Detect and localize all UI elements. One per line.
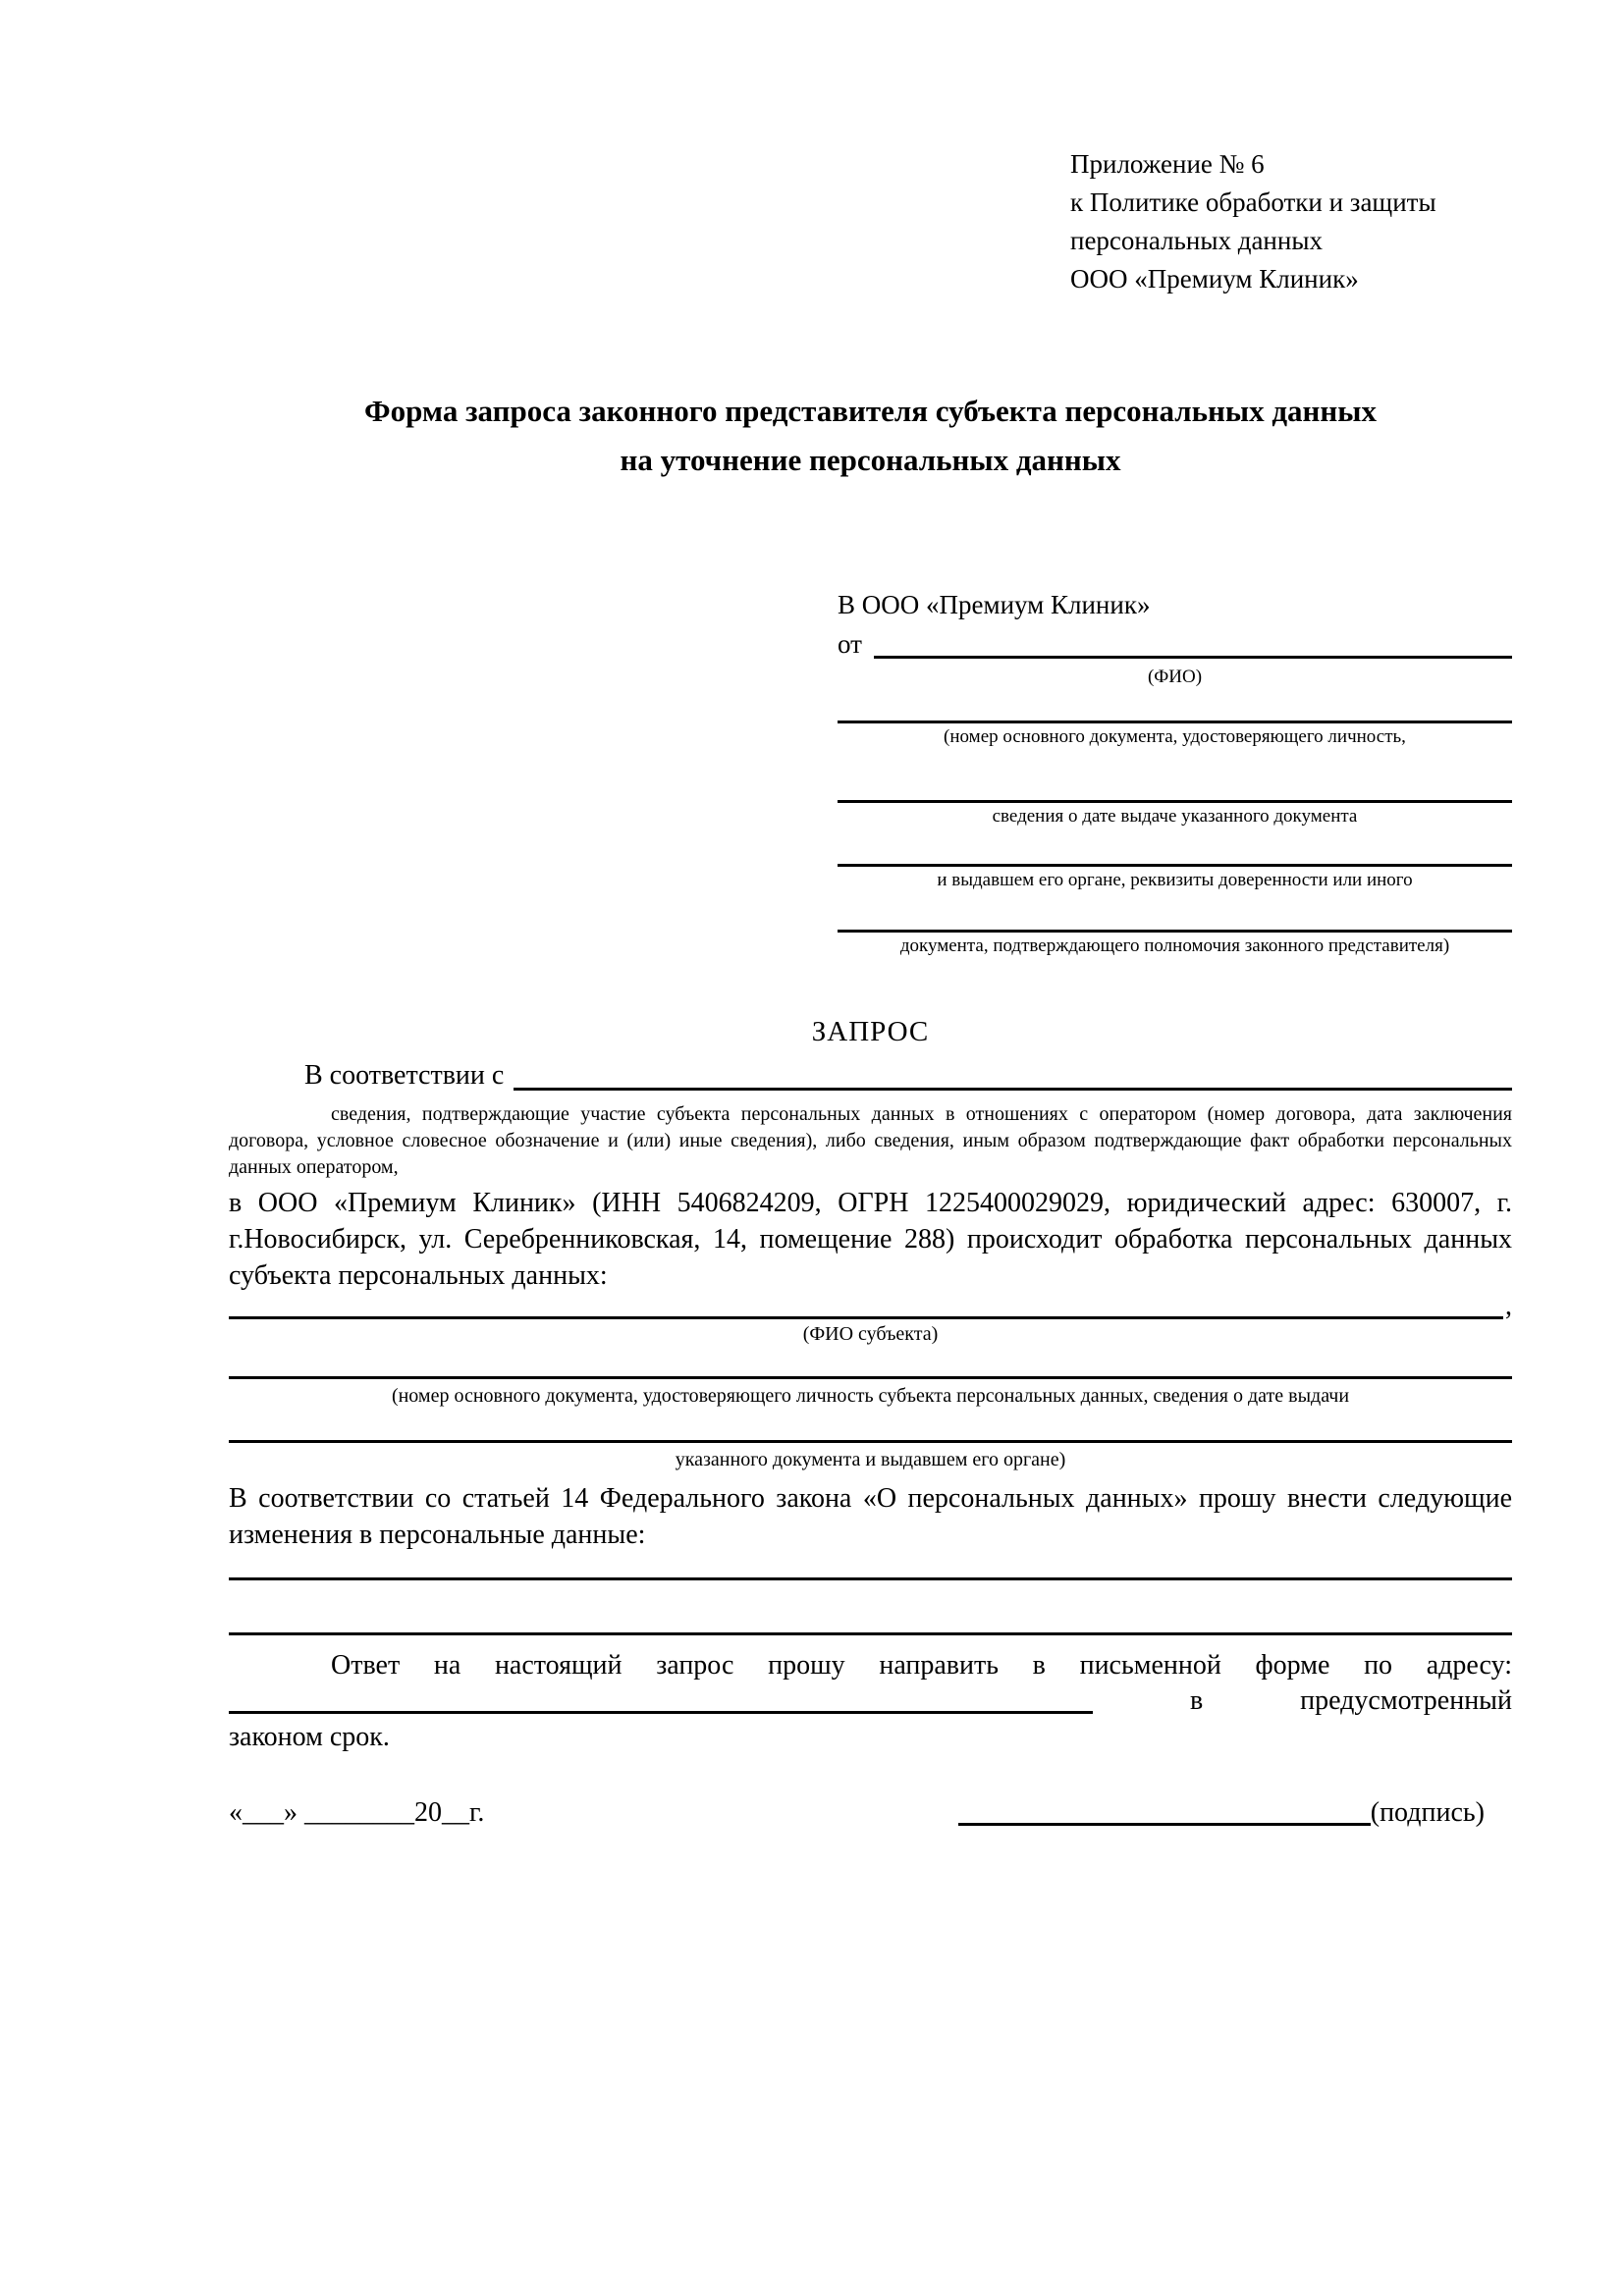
representative-doc-caption-4: документа, подтверждающего полномочия законного представителя) — [899, 935, 1450, 956]
representative-doc-caption-2: сведения о дате выдаче указанного документа — [992, 806, 1358, 827]
representative-doc-blank-line-4 — [838, 930, 1512, 933]
document-title-line-1: Форма запроса законного представителя субъекта персональных данных — [364, 394, 1377, 428]
subject-fio-blank-line — [229, 1316, 1503, 1319]
answer-address-row — [229, 1683, 1512, 1719]
changes-blank-line-2 — [229, 1632, 1512, 1635]
representative-doc-blank-line-1 — [838, 721, 1512, 723]
document-title-line-2: на уточнение персональных данных — [620, 443, 1121, 477]
subject-doc-blank-line-2 — [229, 1440, 1512, 1443]
answer-word-2: предусмотренный — [1300, 1685, 1512, 1716]
representative-doc-blank-line-2 — [838, 800, 1512, 803]
accordance-row — [229, 1056, 1512, 1095]
signature-blank-line — [958, 1823, 1371, 1826]
changes-blank-line-1 — [229, 1577, 1512, 1580]
representative-doc-caption-3: и выдавшем его органе, реквизиты доверенности или иного — [937, 870, 1413, 890]
subject-doc-caption-2: указанного документа и выдавшем его органе) — [675, 1449, 1066, 1470]
answer-paragraph-line-1: Ответ на настоящий запрос прошу направить в письменной форме по адресу: — [331, 1650, 1512, 1681]
representative-fio-blank-line — [874, 656, 1512, 659]
appendix-line-3: персональных данных — [1070, 226, 1323, 255]
subject-doc-caption-1: (номер основного документа, удостоверяющего личность субъекта персональных данных, сведения о дате выдачи — [391, 1385, 1350, 1407]
subject-fio-comma: , — [1505, 1291, 1512, 1321]
signature-group — [958, 1794, 1485, 1832]
appendix-line-1: Приложение № 6 — [1070, 149, 1265, 179]
document-title — [229, 387, 1512, 485]
appendix-block — [1070, 0, 1512, 298]
addressee-to: В ООО «Премиум Клиник» — [838, 590, 1151, 619]
subject-fio-row — [229, 1291, 1512, 1321]
date-line: «___» ________20__г. — [229, 1797, 485, 1828]
accordance-label: В соответствии с — [304, 1060, 505, 1091]
fio-caption: (ФИО) — [1147, 667, 1203, 687]
from-row — [838, 624, 1512, 664]
subject-doc-blank-line-1 — [229, 1376, 1512, 1379]
appendix-line-2: к Политике обработки и защиты — [1070, 187, 1436, 217]
representative-doc-blank-line-3 — [838, 864, 1512, 867]
signature-caption: (подпись) — [1370, 1797, 1485, 1828]
from-label: от — [838, 629, 862, 659]
footer-row — [229, 1794, 1512, 1832]
accordance-blank-line — [514, 1088, 1512, 1091]
law-paragraph: В соответствии со статьей 14 Федерального закона «О персональных данных» прошу внести следующие изменения в персональные данные: — [229, 1483, 1512, 1550]
answer-address-blank-line — [229, 1711, 1093, 1714]
accordance-note: сведения, подтверждающие участие субъекта персональных данных в отношениях с оператором (номер договора, дата заключения договора, условное словесное обозначение и (или) иные сведения), либо сведения, иным образом подтверждающие факт обработки персональных данных оператором, — [229, 1103, 1512, 1178]
appendix-line-4: ООО «Премиум Клиник» — [1070, 264, 1359, 294]
answer-paragraph-line-3: законом срок. — [229, 1722, 390, 1752]
representative-doc-caption-1: (номер основного документа, удостоверяющего личность, — [944, 726, 1406, 747]
addressee-block — [838, 585, 1512, 958]
request-heading: ЗАПРОС — [811, 1016, 930, 1047]
answer-word-1: в — [1189, 1685, 1204, 1716]
operator-paragraph: в ООО «Премиум Клиник» (ИНН 5406824209, ОГРН 1225400029029, юридический адрес: 630007, г. г.Новосибирск, ул. Серебренниковская, 14, помещение 288) происходит обработка персональных данных субъекта персональных данных: — [229, 1188, 1512, 1291]
subject-fio-caption: (ФИО субъекта) — [802, 1323, 939, 1345]
